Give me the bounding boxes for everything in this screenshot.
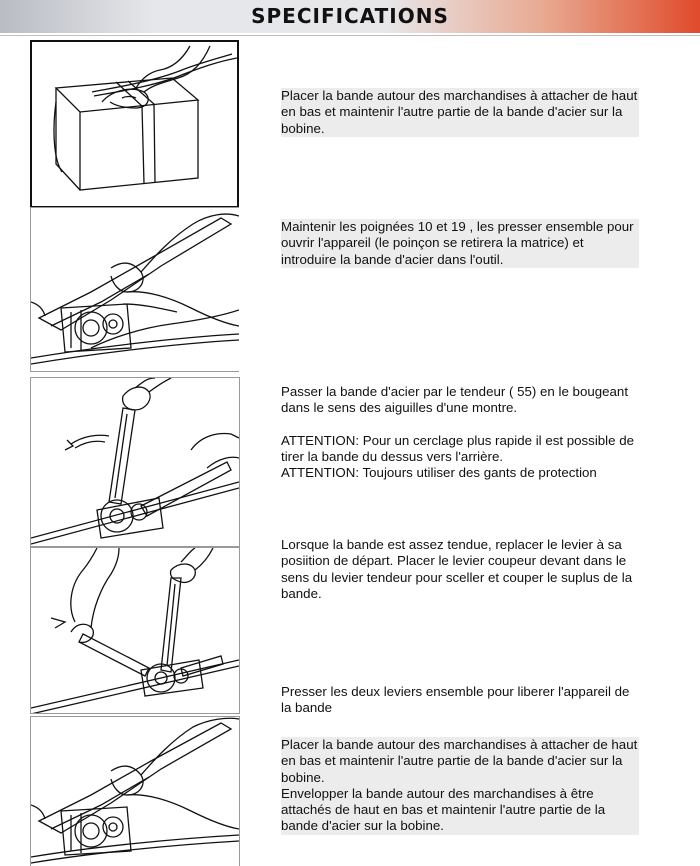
step-6-text (281, 737, 639, 835)
step-6-line-2: Envelopper la bande autour des marchandises à être attachés de haut en bas et maintenir l'autre partie de la bande d'acier sur la bobine. (281, 785, 606, 834)
step-6-illustration (30, 716, 240, 866)
step-3-line-3: ATTENTION: Toujours utiliser des gants de protection (281, 465, 597, 481)
step-4-line: Lorsque la bande est assez tendue, replacer le levier à sa posiition de départ. Placer le levier coupeur devant dans le sens du levier tendeur pour sceller et couper le suplus de la bande. (281, 537, 633, 601)
header-divider (0, 35, 700, 36)
step-4-text (281, 537, 639, 602)
page-title: SPECIFICATIONS (251, 4, 449, 28)
step-1-line: Placer la bande autour des marchandises à attacher de haut en bas et maintenir l'autre partie de la bande d'acier sur la bobine. (281, 88, 638, 136)
step-5-line: Presser les deux leviers ensemble pour liberer l'appareil de la bande (281, 684, 630, 716)
step-2-illustration (30, 207, 239, 372)
step-2-line: Maintenir les poignées 10 et 19 , les presser ensemble pour ouvrir l'appareil (le poinçon se retirera la matrice) et introduire la bande d'acier dans l'outil. (281, 219, 639, 268)
step-3-line-1: Passer la bande d'acier par le tendeur ( 55) en le bougeant dans le sens des aiguilles d'une montre. (281, 384, 629, 416)
step-3-line-2: ATTENTION: Pour un cerclage plus rapide il est possible de tirer la bande du dessus vers l'arrière. (281, 432, 635, 464)
step-2-text (281, 219, 639, 268)
step-4-illustration (30, 547, 240, 714)
step-6-line-1: Placer la bande autour des marchandises à attacher de haut en bas et maintenir l'autre partie de la bande d'acier sur la bobine. (281, 737, 638, 785)
step-3-spacer (281, 417, 639, 433)
step-1-illustration (30, 40, 239, 208)
step-3-text (281, 384, 639, 481)
step-1-text (281, 88, 639, 137)
step-3-illustration (30, 377, 240, 547)
step-5-text (281, 684, 639, 717)
header-banner (0, 0, 700, 33)
